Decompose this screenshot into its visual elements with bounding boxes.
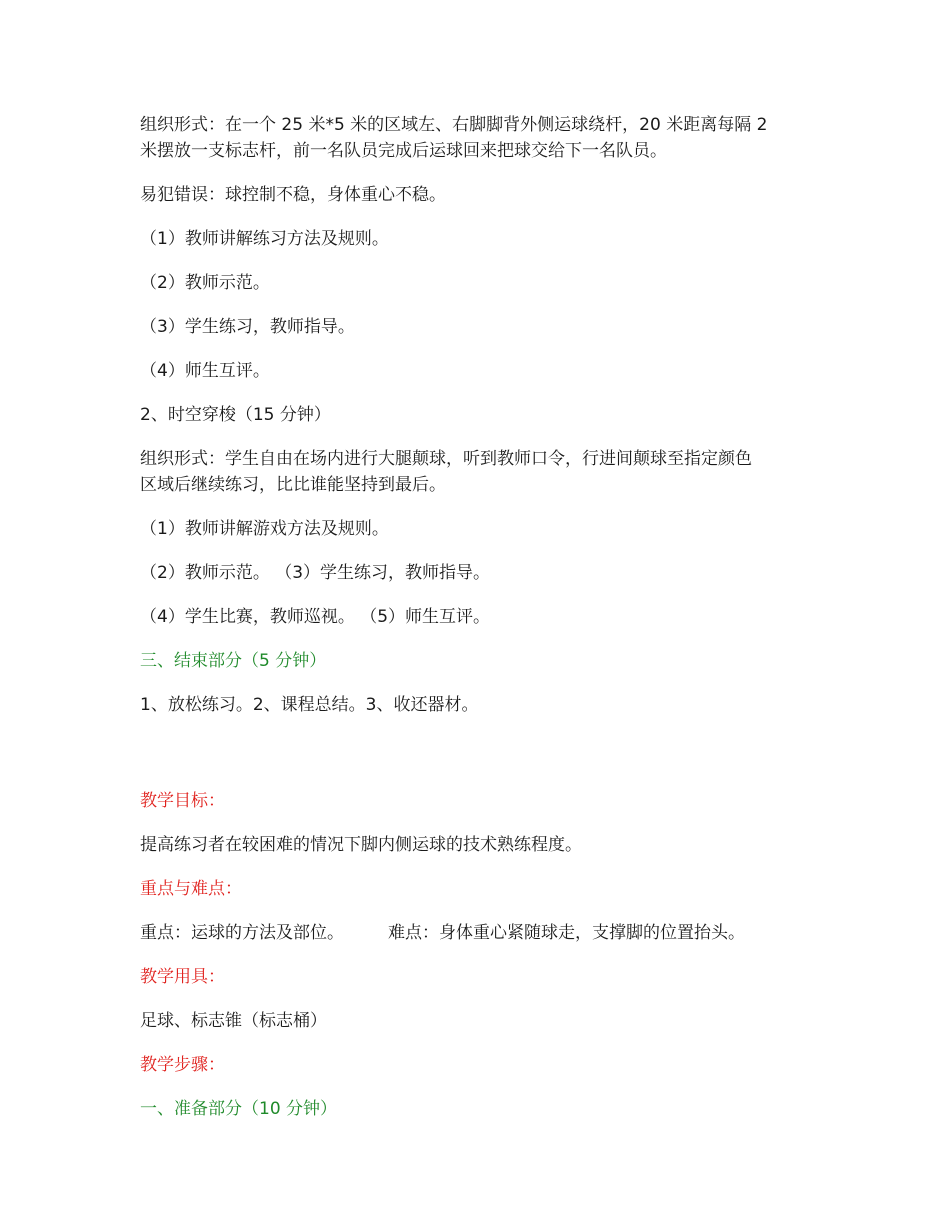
step-item: （3）学生练习，教师指导。 [140, 317, 355, 337]
game-org-text-1: 学生自由在场内进行大腿颠球，听到教师口令，行进间颠球至指定颜色 [225, 449, 752, 469]
objective-heading: 教学目标： [140, 791, 225, 811]
objective-text: 提高练习者在较困难的情况下脚内侧运球的技术熟练程度。 [140, 835, 582, 855]
ending-section-title: 三、结束部分（5 分钟） [140, 651, 327, 671]
key-points-line [140, 920, 830, 946]
game-org-line-1 [140, 446, 830, 472]
game-title: 2、时空穿梭（15 分钟） [140, 405, 331, 425]
game-step-item: （4）学生比赛，教师巡视。 （5）师生互评。 [140, 607, 491, 627]
game-step-item: （2）教师示范。 （3）学生练习，教师指导。 [140, 563, 491, 583]
step-item: （1）教师讲解练习方法及规则。 [140, 229, 389, 249]
game-step-item: （1）教师讲解游戏方法及规则。 [140, 519, 389, 539]
difficulty-text: 难点：身体重心紧随球走，支撑脚的位置抬头。 [388, 923, 745, 943]
prep-section-title: 一、准备部分（10 分钟） [140, 1099, 338, 1119]
game-org-label: 组织形式： [140, 449, 225, 469]
org-form-label: 组织形式： [140, 115, 225, 135]
ending-section-text: 1、放松练习。2、课程总结。3、收还器材。 [140, 695, 479, 715]
org-form-text-1: 在一个 25 米*5 米的区域左、右脚脚背外侧运球绕杆，20 米距离每隔 2 [225, 115, 768, 135]
org-form-line-2: 米摆放一支标志杆，前一名队员完成后运球回来把球交给下一名队员。 [140, 141, 667, 161]
tools-heading: 教学用具： [140, 967, 225, 987]
key-point-text: 重点：运球的方法及部位。 [140, 923, 344, 943]
common-errors [140, 182, 830, 208]
game-org-line-2: 区域后继续练习，比比谁能坚持到最后。 [140, 475, 446, 495]
step-item: （4）师生互评。 [140, 361, 270, 381]
steps-heading: 教学步骤： [140, 1055, 225, 1075]
org-form-line-1 [140, 112, 830, 138]
key-points-heading: 重点与难点： [140, 879, 242, 899]
common-errors-text: 球控制不稳，身体重心不稳。 [225, 185, 446, 205]
tools-text: 足球、标志锥（标志桶） [140, 1011, 327, 1031]
step-item: （2）教师示范。 [140, 273, 270, 293]
common-errors-label: 易犯错误： [140, 185, 225, 205]
document-page [140, 112, 830, 1122]
